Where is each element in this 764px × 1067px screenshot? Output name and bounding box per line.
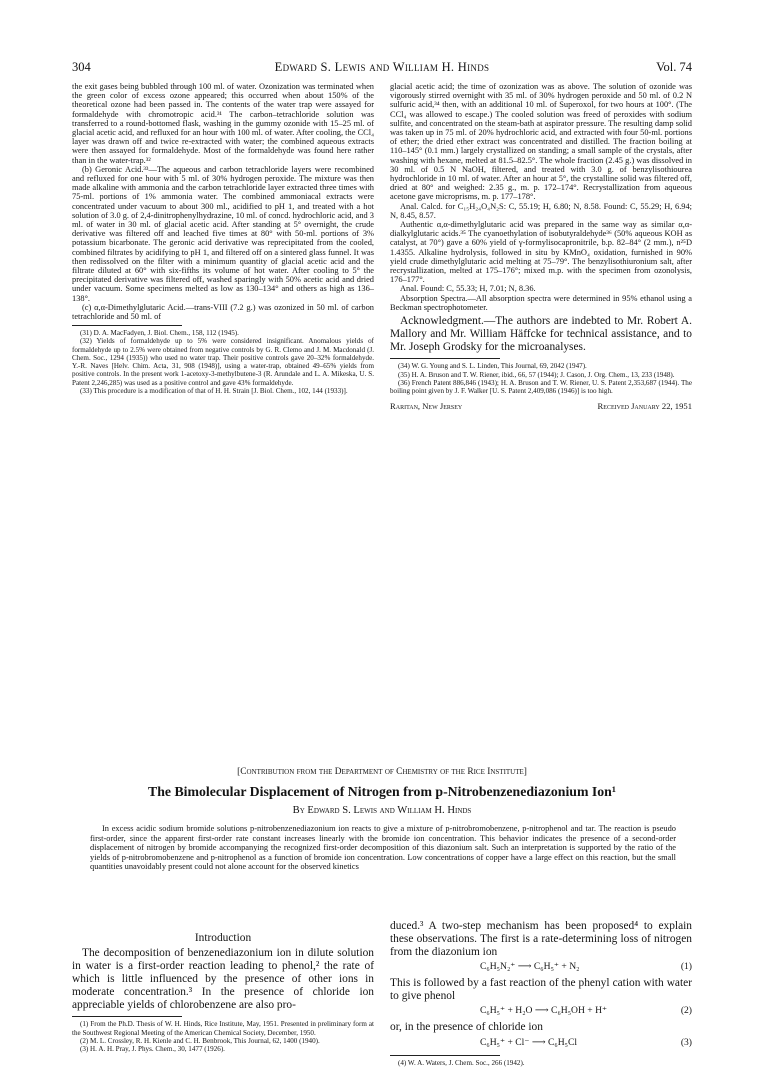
intro-paragraph: The decomposition of benzenediazonium ion in dilute solution in water is a first-order reaction leading to phenol,² the rate of which is little influenced by the presence of other ions in moderate concentration.³ In the presence of chloride ion appreciable yields of chlorobenzene are also pro- [72, 947, 374, 1012]
footnote-36: (36) French Patent 886,846 (1943); H. A. Bruson and T. W. Riener, U. S. Patent 2,353,687 (1944). The boiling point given by J. F. Walker [U. S. Patent 2,409,086 (1946)] is too high. [390, 378, 692, 395]
equation-1-formula: C₆H₅N₂⁺ ⟶ C₆H₅⁺ + N₂ [480, 961, 580, 973]
footnote-rule [72, 325, 182, 326]
footnote-3: (3) H. A. H. Pray, J. Phys. Chem., 30, 1477 (1926). [80, 1045, 225, 1054]
footnote-rule [390, 1055, 500, 1056]
signature-location: Raritan, New Jersey [390, 401, 463, 412]
left-paragraph-2: (b) Geronic Acid.³³—The aqueous and carbon tetrachloride layers were recombined and refluxed for one hour with 5 ml. of 30% hydrogen peroxide. The mixture was then made alkaline with ammonia and the carbon tetrachloride layer extracted three times with 75-ml. portions of 1% ammonia water. The combined ammoniacal extracts were concentrated under vacuum to about 300 ml., acidified to pH 1, and treated with a hot solution of 3.0 g. of 2,4-dinitrophenylhydrazine, 10 ml. of concd. hydrochloric acid, and 3 ml. of water in 30 ml. of glacial acetic acid. After standing at 5° overnight, the crude derivative was filtered off and leached five times at 80° with 50-ml. portions of 3% potassium bicarbonate. The geronic acid derivative was reprecipitated from the cooled, combined filtrates by acidifying to pH 1, and filtered off on a sintered glass funnel. It was then redissolved on the filter with a minimum quantity of glacial acetic acid and the filtrate diluted at 60° with six-fifths its volume of hot water. After cooling to 5° the precipitated derivative was filtered off, washed sparingly with 50% acetic acid and dried under vacuum. Some specimens melted as low as 130–134° and others as high as 136–138°. [72, 164, 374, 303]
equation-2-number: (2) [680, 1005, 692, 1017]
footnote-35: (35) H. A. Bruson and T. W. Riener, ibid., 66, 57 (1944); J. Cason, J. Org. Chem., 13, 233 (1948). [398, 370, 675, 379]
running-header [72, 60, 692, 76]
footnote-31: (31) D. A. MacFadyen, J. Biol. Chem., 158, 112 (1945). [80, 329, 239, 338]
intro-right-text-3: or, in the presence of chloride ion [390, 1021, 543, 1034]
footnote-33: (33) This procedure is a modification of that of H. H. Strain [J. Biol. Chem., 102, 144 (1933)]. [80, 386, 348, 395]
right-paragraph-anal-1: Anal. Calcd. for C₁₅H₂₄O₄N₂S: C, 55.19; H, 6.80; N, 8.58. Found: C, 55.29; H, 6.94; N, 8.45, 8.57. [390, 201, 692, 220]
article-title: The Bimolecular Displacement of Nitrogen from p-Nitrobenzenediazonium Ion¹ [148, 784, 616, 799]
equation-3-number: (3) [680, 1036, 692, 1048]
page-number: 304 [72, 60, 91, 74]
right-paragraph-1: glacial acetic acid; the time of ozonization was as above. The solution of ozonide was vigorously stirred overnight with 35 ml. of 30% hydrogen peroxide and 50 ml. of 0.2 N sulfuric acid,³⁴ then, with an additional 10 ml. of Superoxol, for two hours at 100°. (The CCl₄ was allowed to escape.) The cooled solution was freed of peroxides with sodium sulfite, and concentrated on the steam-bath at aspirator pressure. The resulting damp solid was taken up in 75 ml. of 20% hydrochloric acid, and extracted with four 50-ml. portions of ether; the dried ether extract was concentrated and distilled. The fraction boiling at 110–145° (0.1 mm.) largely crystallized on standing; a small sample of the crystals, after washing with hexane, melted at 81.5–82.5°. The whole fraction (2.45 g.) was dissolved in 30 ml. of 0.5 N NaOH, filtered, and treated with 3.0 g. of benzylisothiourea hydrochloride in 10 ml. of water. After an hour at 5°, the crystalline solid was filtered off, dried at 80° and weighed: 2.35 g., m. p. 172–174°. Recrystallization from aqueous acetone gave microprisms, m. p. 177–178°. [390, 82, 692, 202]
equation-3-formula: C₆H₅⁺ + Cl⁻ ⟶ C₆H₅Cl [480, 1036, 578, 1048]
equation-1-number: (1) [680, 961, 692, 973]
left-paragraph-3: (c) α,α-Dimethylglutaric Acid.—trans-VIII (7.2 g.) was ozonized in 50 ml. of carbon tetrachloride and 50 ml. of [72, 302, 374, 322]
footnote-2: (2) M. L. Crossley, R. H. Kienle and C. H. Benbrook, This Journal, 62, 1400 (1940). [80, 1036, 320, 1045]
right-column [390, 82, 692, 413]
footnote-4: (4) W. A. Waters, J. Chem. Soc., 266 (1942). [398, 1058, 525, 1067]
footnote-32: (32) Yields of formaldehyde up to 5% were considered insignificant. Anomalous yields of formaldehyde up to 2.5% were obtained from negative controls by G. R. Clemo and J. M. Macdonald (J. Chem. Soc., 1294 (1935)) who used no water trap. Their positive controls gave 20–32% formaldehyde. Y.-R. Naves [Helv. Chim. Acta, 31, 908 (1948)], using a water-trap, obtained 49–65% yields from positive controls. In the present work 1-acetoxy-3-methylbutene-3 (R. Arundale and L. A. Mikeska, U. S. Patent 2,246,285) was used as a positive control and gave 43% formaldehyde. [72, 337, 374, 387]
article-byline: By Edward S. Lewis and William H. Hinds [292, 805, 472, 816]
contribution-line: [Contribution from the Department of Chemistry of the Rice Institute] [237, 767, 527, 777]
right-paragraph-2: Authentic α,α-dimethylglutaric acid was prepared in the same way as similar α,α-dialkylglutaric acids.³⁵ The cyanoethylation of isobutyraldehyde³⁶ (50% aqueous KOH as catalyst, at 70°) gave a 60% yield of γ-formylisocapronitrile, b.p. 82–84° (2 mm.), n²⁵D 1.4355. Alkaline hydrolysis, followed in situ by KMnO₄ oxidation, furnished in 90% yield crude dimethylglutaric acid melting at 75–79°. The benzylisothiuronium salt, after recrystallization, melted at 175–176°; mixed m.p. with the specimen from ozonolysis, 176–177°. [390, 220, 692, 285]
right-paragraph-anal-2: Anal. Found: C, 55.33; H, 7.01; N, 8.36. [400, 284, 536, 294]
footnote-rule [72, 1016, 182, 1017]
article-abstract: In excess acidic sodium bromide solutions p-nitrobenzenediazonium ion reacts to give a mixture of p-nitrobromobenzene, p-nitrophenol and tar. The reaction is pseudo first-order, since the apparent first-order rate constant increases linearly with the bromide ion concentration. This behavior indicates the presence of a second-order displacement of nitrogen by bromide accompanying the recognized first-order decomposition of this diazonium salt. Such an interpretation is supported by the ratio of the yields of p-nitrobromobenzene and p-nitrophenol as a function of bromide ion concentration. Low concentrations of copper have a large effect on this reaction, but the small quantities unavoidably present could not alone account for the observed kinetics [90, 824, 676, 872]
intro-right-text-1: duced.³ A two-step mechanism has been proposed⁴ to explain these observations. The first is a rate-determining loss of nitrogen from the diazonium ion [390, 920, 692, 959]
left-column [72, 82, 374, 395]
equation-2-formula: C₆H₅⁺ + H₂O ⟶ C₆H₅OH + H⁺ [480, 1005, 608, 1017]
running-authors: Edward S. Lewis and William H. Hinds [274, 60, 490, 74]
left-paragraph-1: the exit gases being bubbled through 100 ml. of water. Ozonization was terminated when the green color of excess ozone appeared; this occurred when about 150% of the theoretical ozone had been passed in. The contents of the water trap were assayed for formaldehyde with chromotropic acid.³¹ The carbon–tetrachloride solution was transferred to a round-bottomed flask, washing in the gummy ozonide with 15–25 ml. of glacial acetic acid, and refluxed for an hour with 100 ml. of water. After cooling, the CCl₄ layer was drawn off and twice re-extracted with water; the combined aqueous extracts were then assayed for formaldehyde. Most of the formaldehyde was found here rather than in the water-trap.³² [72, 82, 374, 165]
intro-heading: Introduction [194, 932, 252, 944]
volume-label: Vol. 74 [656, 60, 692, 74]
footnote-rule [390, 358, 500, 359]
footnote-1: (1) From the Ph.D. Thesis of W. H. Hinds, Rice Institute, May, 1951. Presented in preliminary form at the Southwest Regional Meeting of the American Chemical Society, December, 1950. [72, 1020, 374, 1037]
right-paragraph-spectra: Absorption Spectra.—All absorption spectra were determined in 95% ethanol using a Beckman spectrophotometer. [390, 293, 692, 312]
intro-left-column [72, 932, 374, 1053]
intro-right-column [390, 920, 692, 1067]
equation-3 [390, 1037, 692, 1051]
acknowledgment: Acknowledgment.—The authors are indebted to Mr. Robert A. Mallory and Mr. William Häffcke for technical assistance, and to Mr. Joseph Grodsky for the microanalyses. [390, 315, 692, 354]
footnote-34: (34) W. G. Young and S. L. Linden, This Journal, 69, 2042 (1947). [398, 362, 587, 371]
equation-1 [390, 961, 692, 975]
signature-line [390, 401, 692, 413]
signature-received: Received January 22, 1951 [597, 401, 692, 412]
intro-right-text-2: This is followed by a fast reaction of the phenyl cation with water to give phenol [390, 977, 692, 1003]
equation-2 [390, 1005, 692, 1019]
